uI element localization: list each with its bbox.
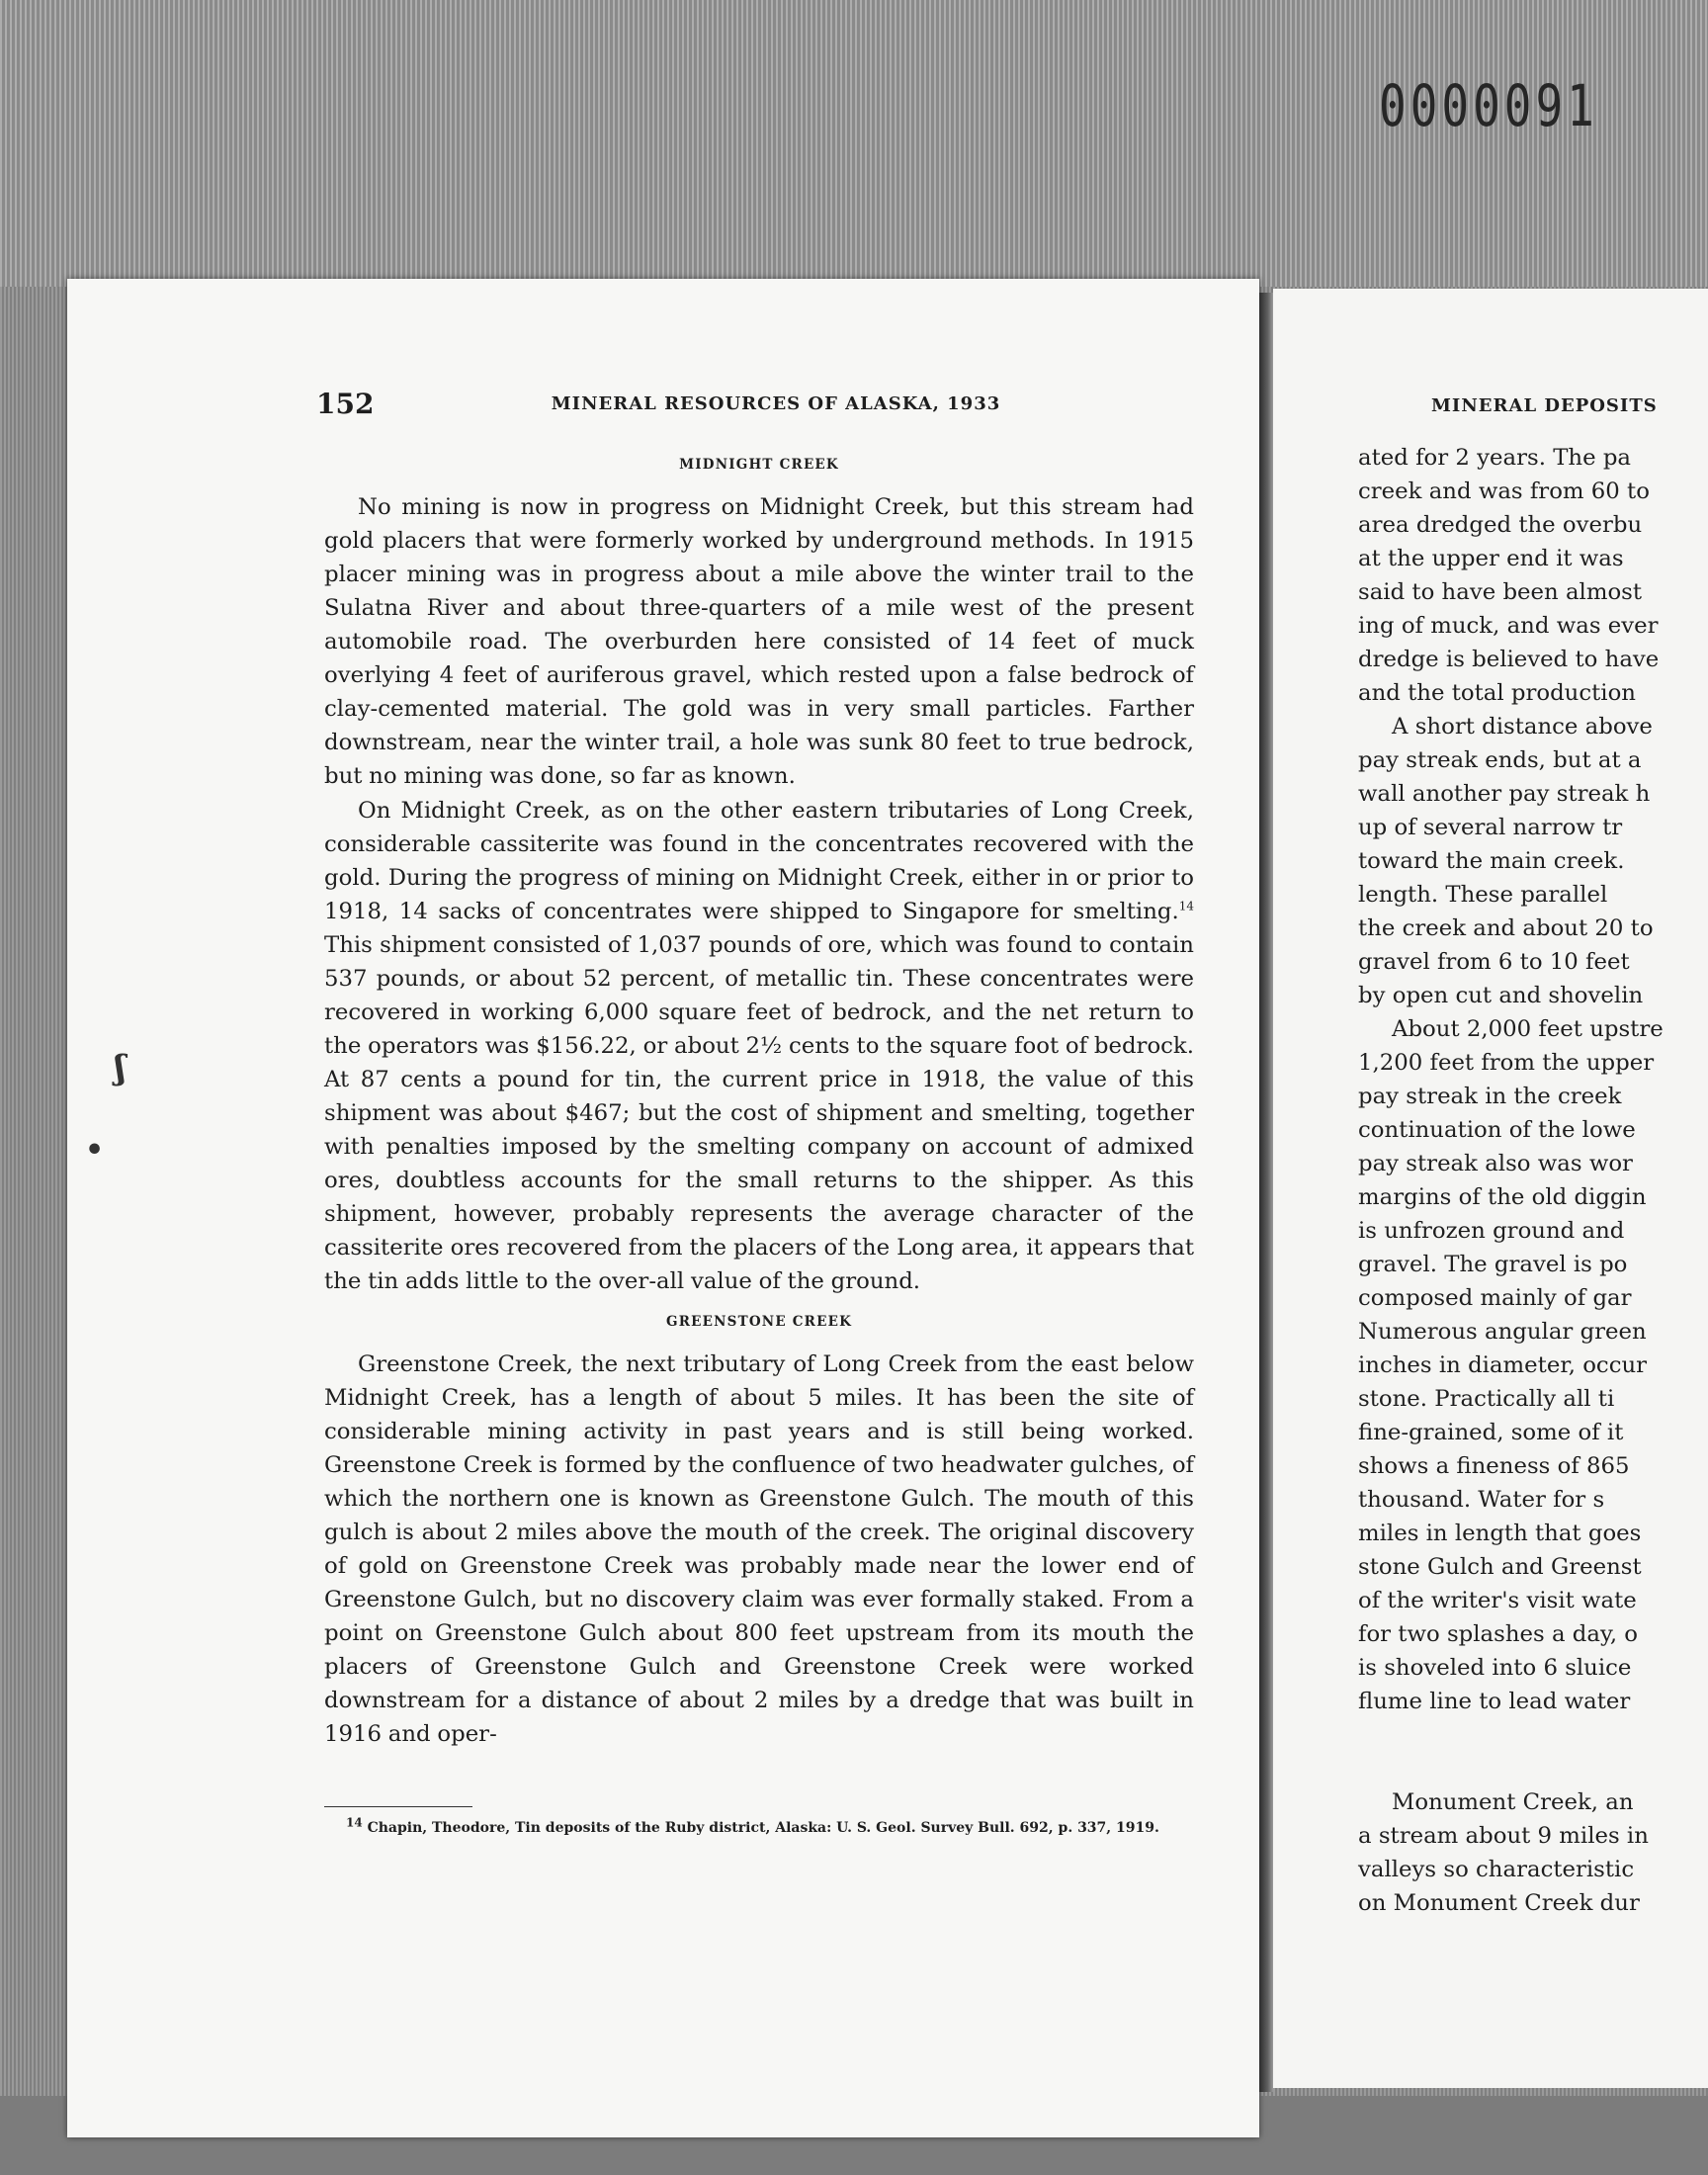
right-block-3	[1358, 1012, 1708, 1718]
right-line: for two splashes a day, o	[1358, 1621, 1639, 1647]
right-line: stone. Practically all ti	[1358, 1386, 1615, 1412]
right-line: ated for 2 years. The pa	[1358, 445, 1632, 471]
right-line: dredge is believed to have	[1358, 647, 1660, 672]
footnote-rule	[324, 1806, 472, 1807]
left-text-column	[324, 455, 1194, 1839]
right-line: creek and was from 60 to	[1358, 478, 1650, 504]
right-book-page	[1273, 289, 1708, 2088]
book-gutter-shadow	[1259, 293, 1273, 2092]
right-line: is unfrozen ground and	[1358, 1218, 1625, 1244]
right-block-2	[1358, 710, 1708, 1012]
right-line: of the writer's visit wate	[1358, 1588, 1637, 1613]
footnote-text: Chapin, Theodore, Tin deposits of the Ruby district, Alaska: U. S. Geol. Survey Bull. 692, p. 337, 1919.	[362, 1820, 1159, 1836]
footnote-number: 14	[346, 1815, 363, 1830]
right-line: up of several narrow tr	[1358, 815, 1623, 840]
right-line: the creek and about 20 to	[1358, 915, 1654, 941]
right-line: area dredged the overbu	[1358, 512, 1643, 538]
right-line: pay streak also was wor	[1358, 1151, 1633, 1176]
right-line: pay streak ends, but at a	[1358, 747, 1642, 773]
right-line: thousand. Water for s	[1358, 1487, 1605, 1513]
right-line: miles in length that goes	[1358, 1521, 1642, 1546]
scanner-background-top	[0, 0, 1708, 287]
left-running-head	[316, 388, 1236, 427]
right-line: shows a fineness of 865	[1358, 1453, 1630, 1479]
margin-pencil-mark: ʃ	[115, 1048, 127, 1088]
right-line: valleys so characteristic	[1358, 1857, 1635, 1882]
right-text-column	[1358, 441, 1708, 1920]
right-line: at the upper end it was	[1358, 546, 1624, 571]
right-section-gap	[1358, 1718, 1708, 1785]
right-line: inches in diameter, occur	[1358, 1352, 1648, 1378]
right-line: and the total production	[1358, 680, 1636, 706]
right-line: continuation of the lowe	[1358, 1117, 1636, 1143]
section-gap	[324, 1298, 1194, 1312]
section-heading-midnight-creek: MIDNIGHT CREEK	[679, 457, 839, 473]
right-block-1	[1358, 441, 1708, 710]
right-running-title: MINERAL DEPOSITS	[1431, 395, 1658, 416]
right-line: composed mainly of gar	[1358, 1285, 1632, 1311]
right-line: toward the main creek.	[1358, 848, 1625, 874]
right-line: length. These parallel	[1358, 882, 1608, 908]
right-line: is shoveled into 6 sluice	[1358, 1655, 1632, 1681]
right-line: gravel. The gravel is po	[1358, 1252, 1628, 1277]
right-block-4	[1358, 1785, 1708, 1920]
right-line: pay streak in the creek	[1358, 1084, 1622, 1109]
running-title: MINERAL RESOURCES OF ALASKA, 1933	[551, 393, 1001, 414]
footnote-reference: 14	[1178, 899, 1194, 914]
right-line: fine-grained, some of it	[1358, 1420, 1624, 1445]
right-line: a stream about 9 miles in	[1358, 1823, 1649, 1849]
margin-pencil-mark: •	[85, 1133, 105, 1168]
page-number: 152	[316, 388, 375, 420]
right-line: A short distance above	[1392, 714, 1653, 740]
paragraph-midnight-2-part2: This shipment consisted of 1,037 pounds of ore, which was found to contain 537 pounds, or about 52 percent, of metallic tin. These concentrates were recovered in working 6,000 square feet of bedrock, and the net return to the operators was $156.22, or about 2½ cents to the square foot of bedrock. At 87 cents a pound for tin, the current price in 1918, the value of this shipment was about $467; but the cost of shipment and smelting, together with penalties imposed by the smelting company on account of admixed ores, doubtless accounts for the small returns to the shipper. As this shipment, however, probably represents the average character of the cassiterite ores recovered from the placers of the Long area, it appears that the tin adds little to the over-all value of the ground.	[324, 932, 1194, 1294]
paragraph-greenstone-1: Greenstone Creek, the next tributary of Long Creek from the east below Midnight Creek, has a length of about 5 miles. It has been the site of considerable mining activity in past years and is still being worked. Greenstone Creek is formed by the confluence of two headwater gulches, of which the northern one is known as Greenstone Gulch. The mouth of this gulch is about 2 miles above the mouth of the creek. The original discovery of gold on Greenstone Creek was probably made near the lower end of Greenstone Gulch, but no discovery claim was ever formally staked. From a point on Greenstone Gulch about 800 feet upstream from its mouth the placers of Greenstone Gulch and Greenstone Creek were worked downstream for a distance of about 2 miles by a dredge that was built in 1916 and oper-	[324, 1351, 1194, 1747]
right-line: on Monument Creek dur	[1358, 1890, 1640, 1916]
right-line: ing of muck, and was ever	[1358, 613, 1659, 639]
right-line: flume line to lead water	[1358, 1689, 1631, 1714]
paragraph-midnight-2	[324, 794, 1194, 1298]
right-line: by open cut and shovelin	[1358, 983, 1644, 1008]
right-line: stone Gulch and Greenst	[1358, 1554, 1642, 1580]
right-line: 1,200 feet from the upper	[1358, 1050, 1655, 1076]
right-line: wall another pay streak h	[1358, 781, 1651, 807]
paragraph-midnight-2-part1: On Midnight Creek, as on the other eastern tributaries of Long Creek, considerable cassiterite was found in the concentrates recovered with the gold. During the progress of mining on Midnight Creek, either in or prior to 1918, 14 sacks of concentrates were shipped to Singapore for smelting.	[324, 798, 1194, 924]
right-line: Numerous angular green	[1358, 1319, 1647, 1345]
section-heading-greenstone-creek: GREENSTONE CREEK	[665, 1314, 853, 1330]
right-line: said to have been almost	[1358, 579, 1643, 605]
document-number-stamp: 0000091	[1379, 72, 1598, 139]
right-line: About 2,000 feet upstre	[1392, 1016, 1664, 1042]
right-line: gravel from 6 to 10 feet	[1358, 949, 1630, 975]
right-line: margins of the old diggin	[1358, 1184, 1647, 1210]
footnote	[324, 1817, 1194, 1839]
right-line: Monument Creek, an	[1392, 1789, 1634, 1815]
paragraph-midnight-1: No mining is now in progress on Midnight Creek, but this stream had gold placers that were formerly worked by underground methods. In 1915 placer mining was in progress about a mile above the winter trail to the Sulatna River and about three-quarters of a mile west of the present automobile road. The overburden here consisted of 14 feet of muck overlying 4 feet of auriferous gravel, which rested upon a false bedrock of clay-cemented material. The gold was in very small particles. Farther downstream, near the winter trail, a hole was sunk 80 feet to true bedrock, but no mining was done, so far as known.	[324, 494, 1194, 789]
